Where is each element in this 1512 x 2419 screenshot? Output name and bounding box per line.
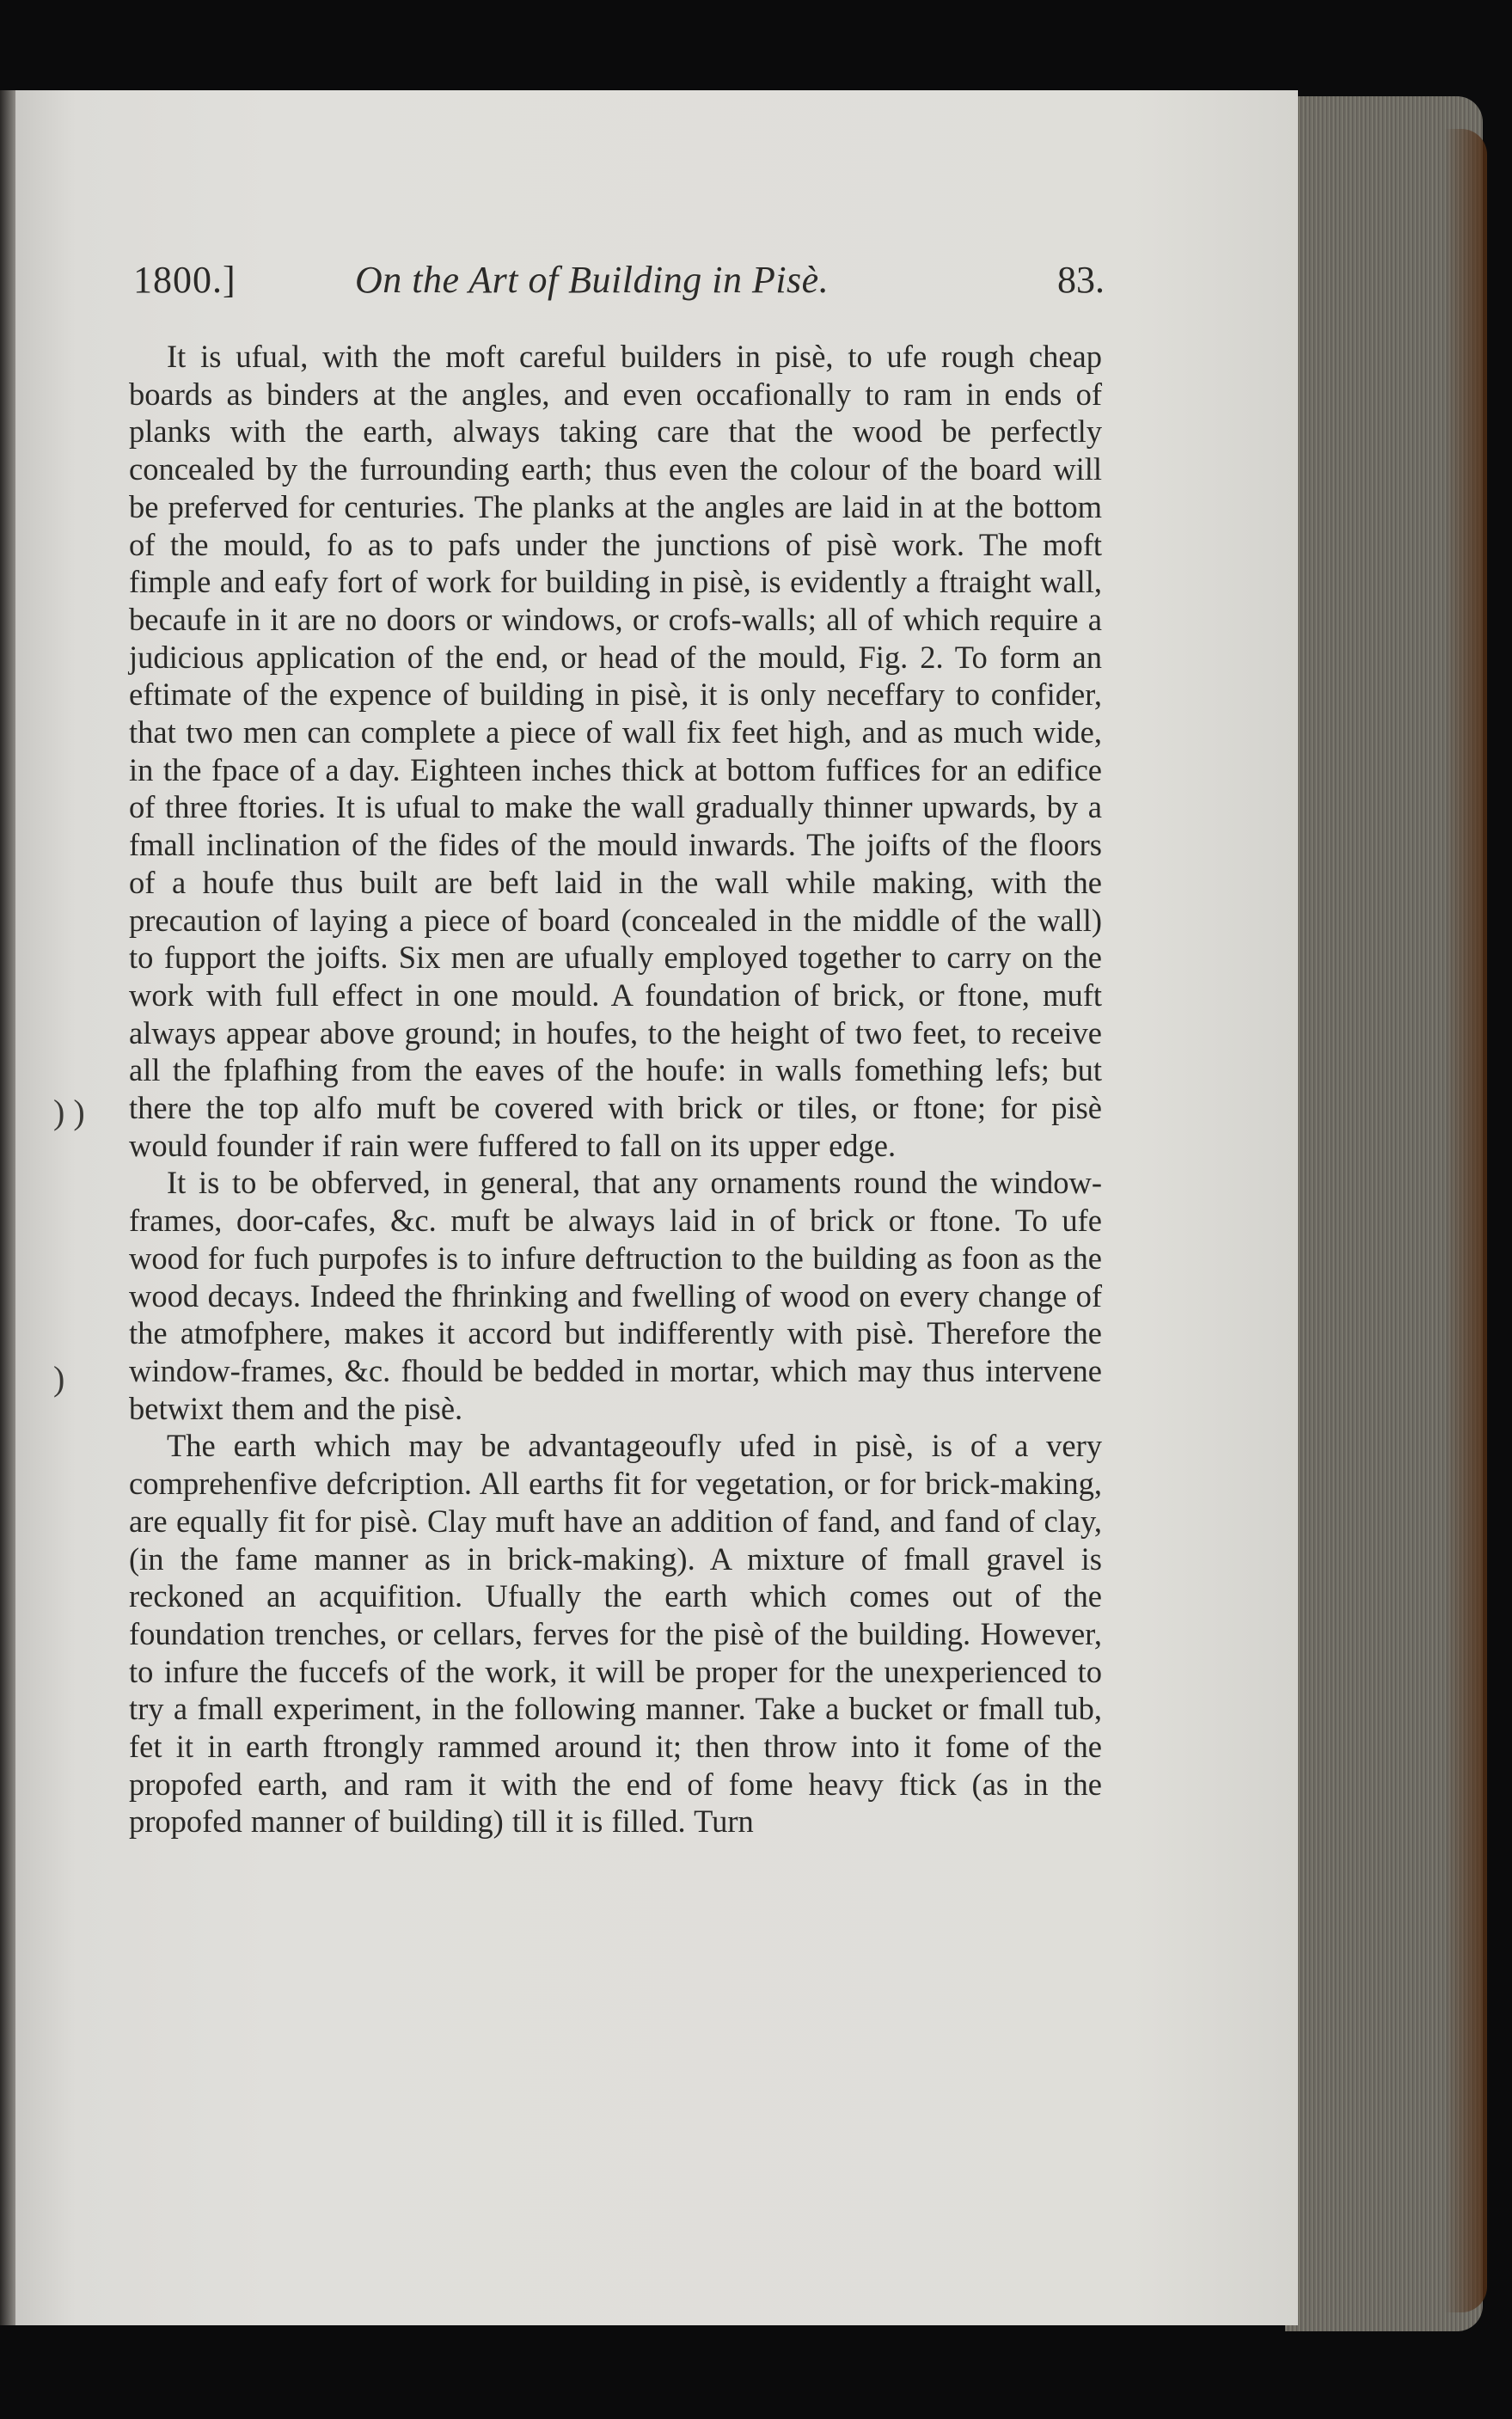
paragraph-2: It is to be obferved, in general, that any ornaments round the window-frames, door-cafes, &c. muft be always laid in of brick or ftone. To ufe wood for fuch purpofes is to infure deftruction to the building as foon as the wood decays. Indeed the fhrinking and fwelling of wood on every change of the atmofphere, makes it accord but indifferently with pisè. Therefore the window-frames, &c. fhould be bedded in mortar, which may thus intervene betwixt them and the pisè. — [129, 1165, 1102, 1426]
page-number: 83. — [1057, 259, 1105, 301]
margin-bracket-mark: ) — [53, 1359, 65, 1398]
body-text — [129, 338, 1102, 1840]
margin-bracket-mark: ) ) — [53, 1093, 85, 1131]
header-year: 1800.] — [133, 259, 236, 301]
running-header — [133, 258, 1105, 318]
page-edges-shadow — [1444, 129, 1487, 2312]
paragraph-3: The earth which may be advantageoufly ufed in pisè, is of a very comprehenfive defcription. All earths fit for vegetation, or for brick-making, are equally fit for pisè. Clay muft have an addition of fand, and fand of clay, (in the fame manner as in brick-making). A mixture of fmall gravel is reckoned an acquifition. Ufually the earth which comes out of the foundation trenches, or cellars, ferves for the pisè of the building. However, to infure the fuccefs of the work, it will be proper for the unexperienced to try a fmall experiment, in the following manner. Take a bucket or fmall tub, fet it in earth ftrongly rammed around it; then throw into it fome of the propofed earth, and ram it with the end of fome heavy ftick (as in the propofed manner of building) till it is filled. Turn — [129, 1428, 1102, 1840]
running-title: On the Art of Building in Pisè. — [355, 259, 829, 301]
paragraph-1: It is ufual, with the moft careful builders in pisè, to ufe rough cheap boards as binders at the angles, and even occafionally to ram in ends of planks with the earth, always taking care that the wood be perfectly concealed by the furrounding earth; thus even the colour of the board will be preferved for centuries. The planks at the angles are laid in at the bottom of the mould, fo as to pafs under the junctions of pisè work. The moft fimple and eafy fort of work for building in pisè, is evidently a ftraight wall, becaufe in it are no doors or windows, or crofs-walls; all of which require a judicious application of the end, or head of the mould, Fig. 2. To form an eftimate of the expence of building in pisè, it is only neceffary to confider, that two men can complete a piece of wall fix feet high, and as much wide, in the fpace of a day. Eighteen inches thick at bottom fuffices for an edifice of three ftories. It is ufual to make the wall gradually thinner upwards, by a fmall inclination of the fides of the mould inwards. The joifts of the floors of a houfe thus built are beft laid in the wall while making, with the precaution of laying a piece of board (concealed in the middle of the wall) to fupport the joifts. Six men are ufually employed together to carry on the work with full effect in one mould. A foundation of brick, or ftone, muft always appear above ground; in houfes, to the height of two feet, to receive all the fplafhing from the eaves of the houfe: in walls fomething lefs; but there the top alfo muft be covered with brick or tiles, or ftone; for pisè would founder if rain were fuffered to fall on its upper edge. — [129, 339, 1102, 1163]
left-page-edge — [0, 90, 15, 2325]
